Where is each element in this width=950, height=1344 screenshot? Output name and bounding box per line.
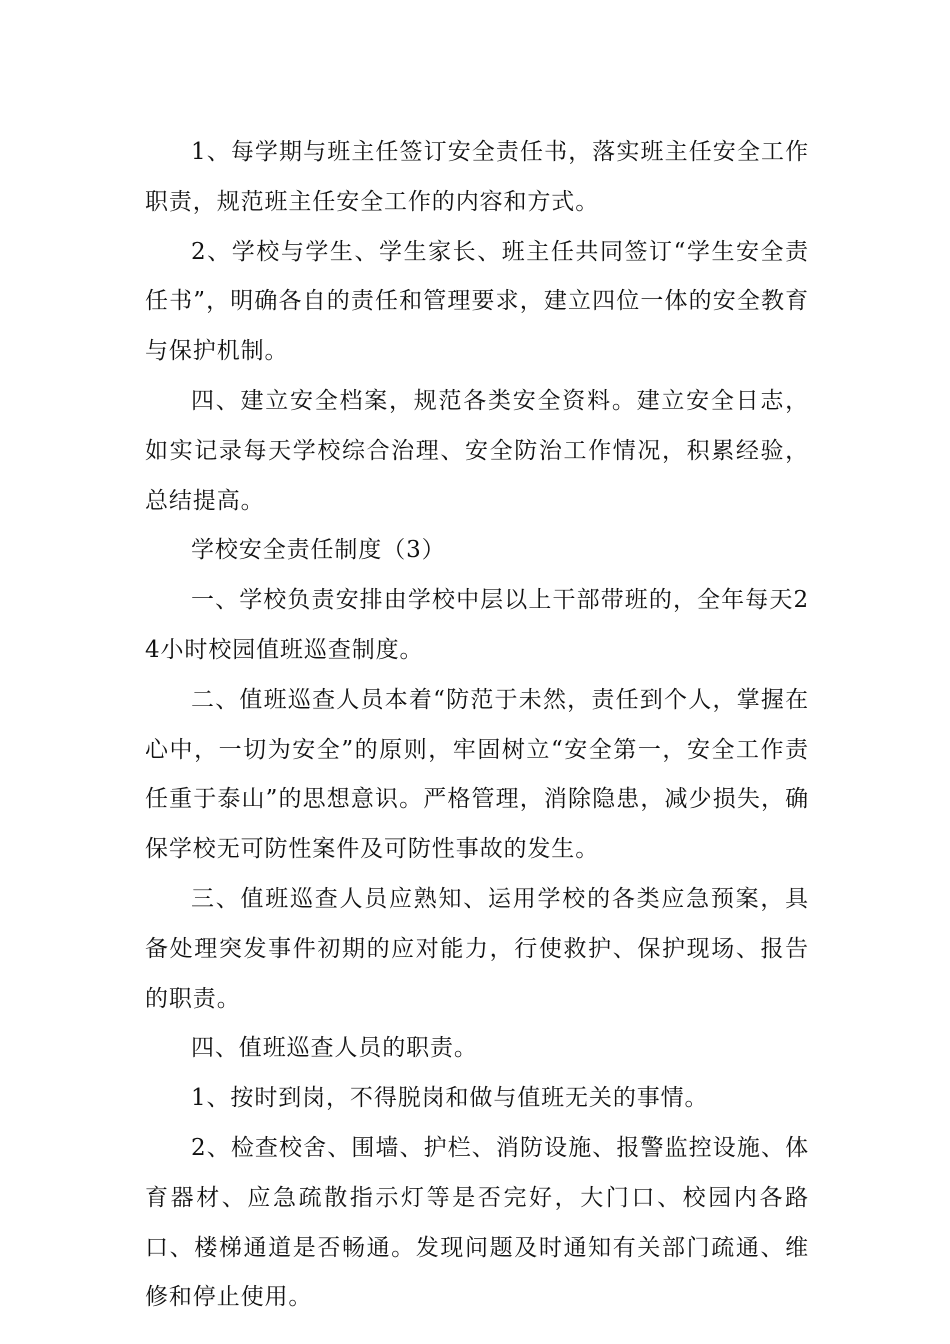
section-heading: 学校安全责任制度（3）: [191, 537, 446, 564]
paragraph-responsibility-letter-teachers: 1、每学期与班主任签订安全责任书，落实班主任安全工作职责，规范班主任安全工作的内容和方式。: [145, 139, 809, 215]
paragraph-patrol-principles: 二、值班巡查人员本着“防范于未然，责任到个人，掌握在心中，一切为安全”的原则，牢固树立“安全第一，安全工作责任重于泰山”的思想意识。严格管理，消除隐患，减少损失，确保学校无可防性案件及可防性事故的发生。: [145, 686, 809, 863]
paragraph-duty-item-1: 1、按时到岗，不得脱岗和做与值班无关的事情。: [191, 1085, 709, 1112]
paragraph-patrol-duties-heading: 四、值班巡查人员的职责。: [191, 1035, 478, 1062]
paragraph-safety-archives: 四、建立安全档案，规范各类安全资料。建立安全日志，如实记录每天学校综合治理、安全防治工作情况，积累经验，总结提高。: [145, 387, 809, 514]
paragraph-duty-patrol-system: 一、学校负责安排由学校中层以上干部带班的，全年每天24小时校园值班巡查制度。: [145, 587, 809, 663]
paragraph-responsibility-letter-students: 2、学校与学生、学生家长、班主任共同签订“学生安全责任书”，明确各自的责任和管理要求，建立四位一体的安全教育与保护机制。: [145, 238, 809, 365]
paragraph-duty-item-2: 2、检查校舍、围墙、护栏、消防设施、报警监控设施、体育器材、应急疏散指示灯等是否完好，大门口、校园内各路口、楼梯通道是否畅通。发现问题及时通知有关部门疏通、维修和停止使用。: [145, 1134, 809, 1311]
document-body: [145, 128, 809, 1323]
paragraph-emergency-plans: 三、值班巡查人员应熟知、运用学校的各类应急预案，具备处理突发事件初期的应对能力，行使救护、保护现场、报告的职责。: [145, 885, 809, 1012]
